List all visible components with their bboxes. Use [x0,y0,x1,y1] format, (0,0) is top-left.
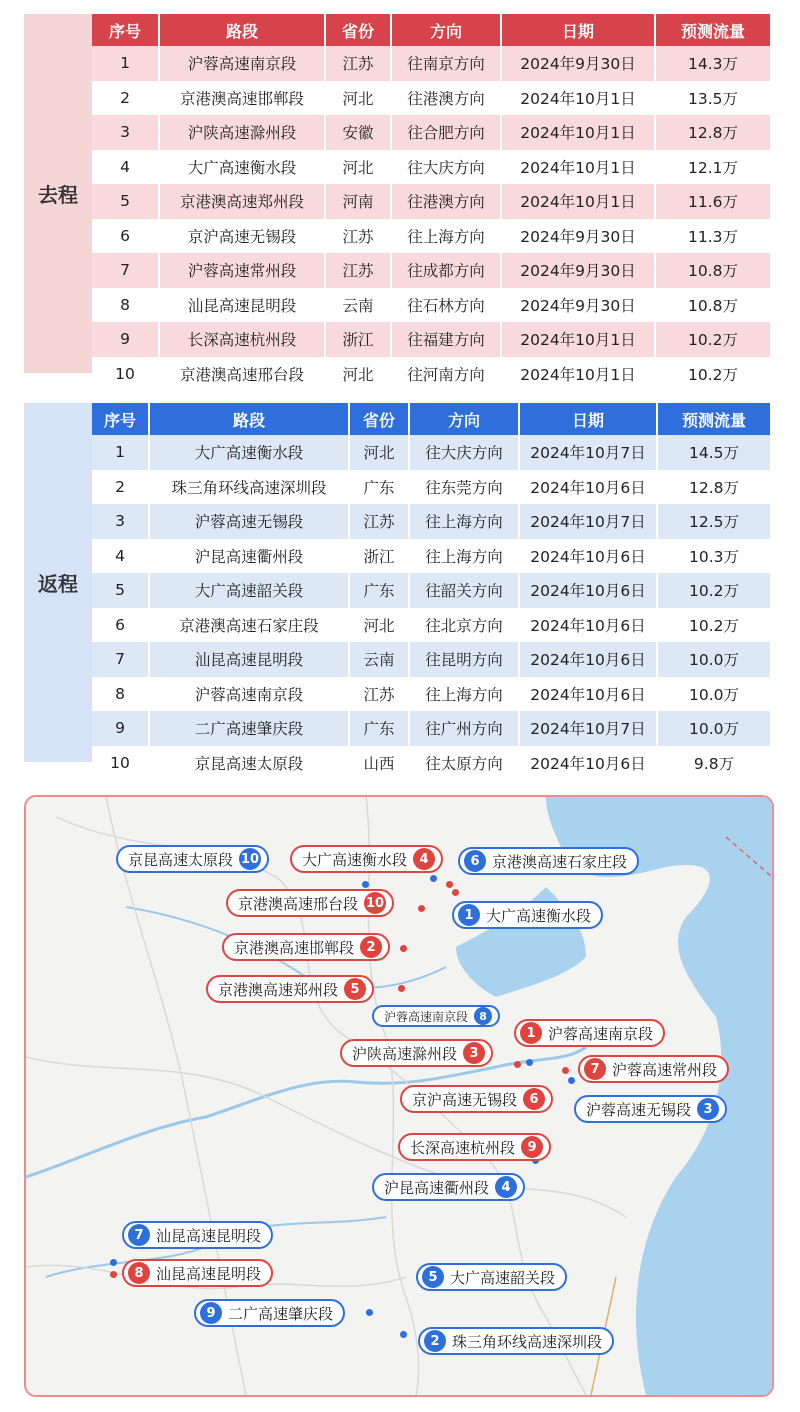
cell-index: 9 [92,711,149,746]
cell-road: 京昆高速太原段 [149,746,349,781]
map-location-dot [562,1067,569,1074]
cell-flow: 10.2万 [655,322,770,357]
map-location-dot [366,1309,373,1316]
cell-date: 2024年10月1日 [501,357,655,392]
map-tag-label: 京港澳高速石家庄段 [492,852,628,871]
map-tag-label: 大广高速韶关段 [450,1268,556,1287]
cell-flow: 10.2万 [657,608,770,643]
cell-flow: 10.8万 [655,253,770,288]
cell-direction: 往石林方向 [391,288,501,323]
outbound-label: 去程 [24,14,92,373]
cell-date: 2024年9月30日 [501,253,655,288]
table-row [92,435,770,470]
cell-road: 沪昆高速衢州段 [149,539,349,574]
cell-road: 京沪高速无锡段 [159,219,325,254]
cell-road: 二广高速肇庆段 [149,711,349,746]
cell-date: 2024年10月1日 [501,150,655,185]
map-route-tag [206,975,374,1003]
cell-date: 2024年10月7日 [519,435,657,470]
col-direction: 方向 [391,14,501,46]
cell-flow: 10.2万 [657,573,770,608]
map-location-dot [110,1259,117,1266]
table-row [92,46,770,81]
col-road: 路段 [149,403,349,435]
map-tag-rank: 7 [584,1058,606,1080]
cell-road: 汕昆高速昆明段 [149,642,349,677]
map-tag-rank: 8 [474,1007,492,1025]
map-tag-label: 京港澳高速邢台段 [238,894,359,913]
cell-province: 江苏 [349,677,409,712]
cell-road: 汕昆高速昆明段 [159,288,325,323]
cell-direction: 往北京方向 [409,608,519,643]
cell-flow: 11.6万 [655,184,770,219]
outbound-header-row [92,14,770,46]
cell-date: 2024年10月6日 [519,539,657,574]
cell-flow: 11.3万 [655,219,770,254]
cell-index: 3 [92,115,159,150]
cell-province: 江苏 [325,219,391,254]
outbound-section [24,14,770,384]
map-tag-label: 京港澳高速郑州段 [218,980,339,999]
cell-road: 大广高速衡水段 [159,150,325,185]
table-row [92,288,770,323]
map-location-dot [110,1271,117,1278]
map-tag-label: 沪蓉高速无锡段 [586,1100,692,1119]
cell-date: 2024年10月6日 [519,746,657,781]
cell-flow: 10.0万 [657,711,770,746]
col-flow: 预测流量 [655,14,770,46]
cell-province: 浙江 [325,322,391,357]
map-location-dot [362,881,369,888]
cell-index: 7 [92,642,149,677]
map-route-tag [194,1299,345,1327]
return-label: 返程 [24,403,92,762]
cell-index: 7 [92,253,159,288]
map-tag-label: 汕昆高速昆明段 [156,1226,262,1245]
map-tag-label: 京沪高速无锡段 [412,1090,518,1109]
cell-province: 河北 [349,435,409,470]
map-tag-rank: 9 [200,1302,222,1324]
map-route-tag [398,1133,551,1161]
map-route-tag [226,889,394,917]
cell-direction: 往太原方向 [409,746,519,781]
map-route-tag [452,901,603,929]
cell-direction: 往昆明方向 [409,642,519,677]
col-flow: 预测流量 [657,403,770,435]
map-tag-label: 汕昆高速昆明段 [156,1264,262,1283]
map-tag-label: 大广高速衡水段 [302,850,408,869]
cell-province: 广东 [349,470,409,505]
map-location-dot [400,945,407,952]
map-tag-rank: 10 [364,892,386,914]
cell-flow: 12.8万 [655,115,770,150]
cell-province: 江苏 [349,504,409,539]
cell-index: 8 [92,288,159,323]
map-route-tag [400,1085,553,1113]
cell-index: 6 [92,608,149,643]
cell-flow: 12.1万 [655,150,770,185]
map-tag-rank: 8 [128,1262,150,1284]
map-tag-label: 沪蓉高速常州段 [612,1060,718,1079]
cell-index: 3 [92,504,149,539]
cell-flow: 10.2万 [655,357,770,392]
map-tag-rank: 5 [422,1266,444,1288]
cell-date: 2024年9月30日 [501,288,655,323]
cell-index: 1 [92,435,149,470]
cell-flow: 10.0万 [657,642,770,677]
cell-date: 2024年10月1日 [501,115,655,150]
table-row [92,357,770,392]
cell-province: 河北 [325,357,391,392]
cell-province: 河北 [325,150,391,185]
cell-date: 2024年10月6日 [519,642,657,677]
cell-road: 沪蓉高速南京段 [149,677,349,712]
map-tag-rank: 1 [458,904,480,926]
table-row [92,608,770,643]
map-tag-label: 京昆高速太原段 [128,850,234,869]
cell-date: 2024年10月1日 [501,322,655,357]
cell-road: 沪蓉高速南京段 [159,46,325,81]
table-row [92,470,770,505]
map-tag-label: 沪昆高速衢州段 [384,1178,490,1197]
cell-flow: 10.0万 [657,677,770,712]
return-header-row [92,403,770,435]
map-route-tag [222,933,390,961]
cell-index: 4 [92,150,159,185]
cell-province: 江苏 [325,253,391,288]
table-row [92,322,770,357]
map-tag-rank: 7 [128,1224,150,1246]
cell-direction: 往大庆方向 [409,435,519,470]
cell-direction: 往东莞方向 [409,470,519,505]
cell-road: 大广高速韶关段 [149,573,349,608]
table-row [92,115,770,150]
map-tag-label: 沪蓉高速南京段 [384,1009,469,1024]
return-table [92,403,770,780]
map-route-tag [578,1055,729,1083]
cell-road: 京港澳高速石家庄段 [149,608,349,643]
col-date: 日期 [519,403,657,435]
cell-index: 2 [92,470,149,505]
cell-flow: 10.8万 [655,288,770,323]
cell-road: 沪蓉高速常州段 [159,253,325,288]
map-route-tag [372,1005,500,1027]
cell-province: 河北 [349,608,409,643]
cell-road: 大广高速衡水段 [149,435,349,470]
cell-province: 云南 [325,288,391,323]
cell-direction: 往福建方向 [391,322,501,357]
map-route-tag [116,845,269,873]
table-row [92,184,770,219]
cell-direction: 往港澳方向 [391,184,501,219]
map-route-tag [290,845,443,873]
cell-index: 5 [92,573,149,608]
cell-province: 安徽 [325,115,391,150]
map-tag-label: 珠三角环线高速深圳段 [452,1332,603,1351]
cell-flow: 12.8万 [657,470,770,505]
cell-direction: 往南京方向 [391,46,501,81]
map-location-dot [514,1061,521,1068]
map-location-dot [526,1059,533,1066]
cell-index: 6 [92,219,159,254]
map-tag-label: 长深高速杭州段 [410,1138,516,1157]
cell-flow: 12.5万 [657,504,770,539]
cell-date: 2024年10月6日 [519,677,657,712]
cell-direction: 往河南方向 [391,357,501,392]
map-tag-rank: 6 [464,850,486,872]
col-index: 序号 [92,403,149,435]
cell-road: 京港澳高速邯郸段 [159,81,325,116]
table-row [92,711,770,746]
cell-road: 珠三角环线高速深圳段 [149,470,349,505]
map-route-tag [122,1259,273,1287]
cell-direction: 往港澳方向 [391,81,501,116]
map-tag-label: 京港澳高速邯郸段 [234,938,355,957]
cell-index: 10 [92,357,159,392]
cell-province: 云南 [349,642,409,677]
map-tag-rank: 2 [360,936,382,958]
cell-province: 河南 [325,184,391,219]
map-route-tag [458,847,639,875]
map-tag-rank: 5 [344,978,366,1000]
return-section [24,403,770,773]
cell-direction: 往成都方向 [391,253,501,288]
cell-flow: 9.8万 [657,746,770,781]
cell-road: 京港澳高速郑州段 [159,184,325,219]
map-tag-rank: 3 [463,1042,485,1064]
cell-province: 河北 [325,81,391,116]
cell-direction: 往上海方向 [409,677,519,712]
col-direction: 方向 [409,403,519,435]
cell-flow: 14.5万 [657,435,770,470]
map-tag-label: 大广高速衡水段 [486,906,592,925]
cell-direction: 往韶关方向 [409,573,519,608]
cell-road: 长深高速杭州段 [159,322,325,357]
table-row [92,573,770,608]
cell-index: 8 [92,677,149,712]
table-row [92,81,770,116]
table-row [92,642,770,677]
cell-index: 2 [92,81,159,116]
map-tag-rank: 3 [697,1098,719,1120]
table-row [92,539,770,574]
map-tag-rank: 4 [413,848,435,870]
cell-direction: 往上海方向 [409,539,519,574]
map-location-dot [398,985,405,992]
cell-date: 2024年10月6日 [519,573,657,608]
col-province: 省份 [349,403,409,435]
cell-road: 沪陕高速滁州段 [159,115,325,150]
table-row [92,677,770,712]
cell-direction: 往广州方向 [409,711,519,746]
map-tag-rank: 2 [424,1330,446,1352]
map-route-tag [418,1327,614,1355]
cell-province: 山西 [349,746,409,781]
cell-date: 2024年10月1日 [501,81,655,116]
table-row [92,150,770,185]
cell-date: 2024年9月30日 [501,46,655,81]
cell-date: 2024年10月1日 [501,184,655,219]
cell-index: 10 [92,746,149,781]
cell-date: 2024年10月6日 [519,470,657,505]
cell-direction: 往大庆方向 [391,150,501,185]
cell-direction: 往合肥方向 [391,115,501,150]
outbound-table [92,14,770,391]
map-route-tag [416,1263,567,1291]
table-row [92,504,770,539]
map-tag-label: 沪陕高速滁州段 [352,1044,458,1063]
cell-flow: 14.3万 [655,46,770,81]
map-tag-label: 二广高速肇庆段 [228,1304,334,1323]
table-row [92,219,770,254]
map-route-tag [340,1039,493,1067]
map-tag-label: 沪蓉高速南京段 [548,1024,654,1043]
map-tag-rank: 4 [495,1176,517,1198]
map-tag-rank: 9 [521,1136,543,1158]
col-index: 序号 [92,14,159,46]
map-route-tag [122,1221,273,1249]
map-route-tag [372,1173,525,1201]
cell-date: 2024年9月30日 [501,219,655,254]
route-map [24,795,774,1397]
cell-index: 1 [92,46,159,81]
cell-road: 京港澳高速邢台段 [159,357,325,392]
cell-date: 2024年10月7日 [519,711,657,746]
cell-date: 2024年10月6日 [519,608,657,643]
cell-index: 5 [92,184,159,219]
map-tag-rank: 10 [239,848,261,870]
cell-road: 沪蓉高速无锡段 [149,504,349,539]
cell-flow: 13.5万 [655,81,770,116]
map-location-dot [452,889,459,896]
cell-province: 广东 [349,573,409,608]
cell-direction: 往上海方向 [391,219,501,254]
table-row [92,253,770,288]
cell-date: 2024年10月7日 [519,504,657,539]
map-location-dot [568,1077,575,1084]
map-location-dot [400,1331,407,1338]
map-location-dot [430,875,437,882]
table-row [92,746,770,781]
cell-index: 4 [92,539,149,574]
cell-province: 江苏 [325,46,391,81]
map-route-tag [514,1019,665,1047]
cell-direction: 往上海方向 [409,504,519,539]
col-province: 省份 [325,14,391,46]
cell-province: 广东 [349,711,409,746]
cell-province: 浙江 [349,539,409,574]
map-tag-rank: 1 [520,1022,542,1044]
map-route-tag [574,1095,727,1123]
cell-index: 9 [92,322,159,357]
col-date: 日期 [501,14,655,46]
col-road: 路段 [159,14,325,46]
map-location-dot [418,905,425,912]
map-location-dot [446,881,453,888]
map-tag-rank: 6 [523,1088,545,1110]
cell-flow: 10.3万 [657,539,770,574]
